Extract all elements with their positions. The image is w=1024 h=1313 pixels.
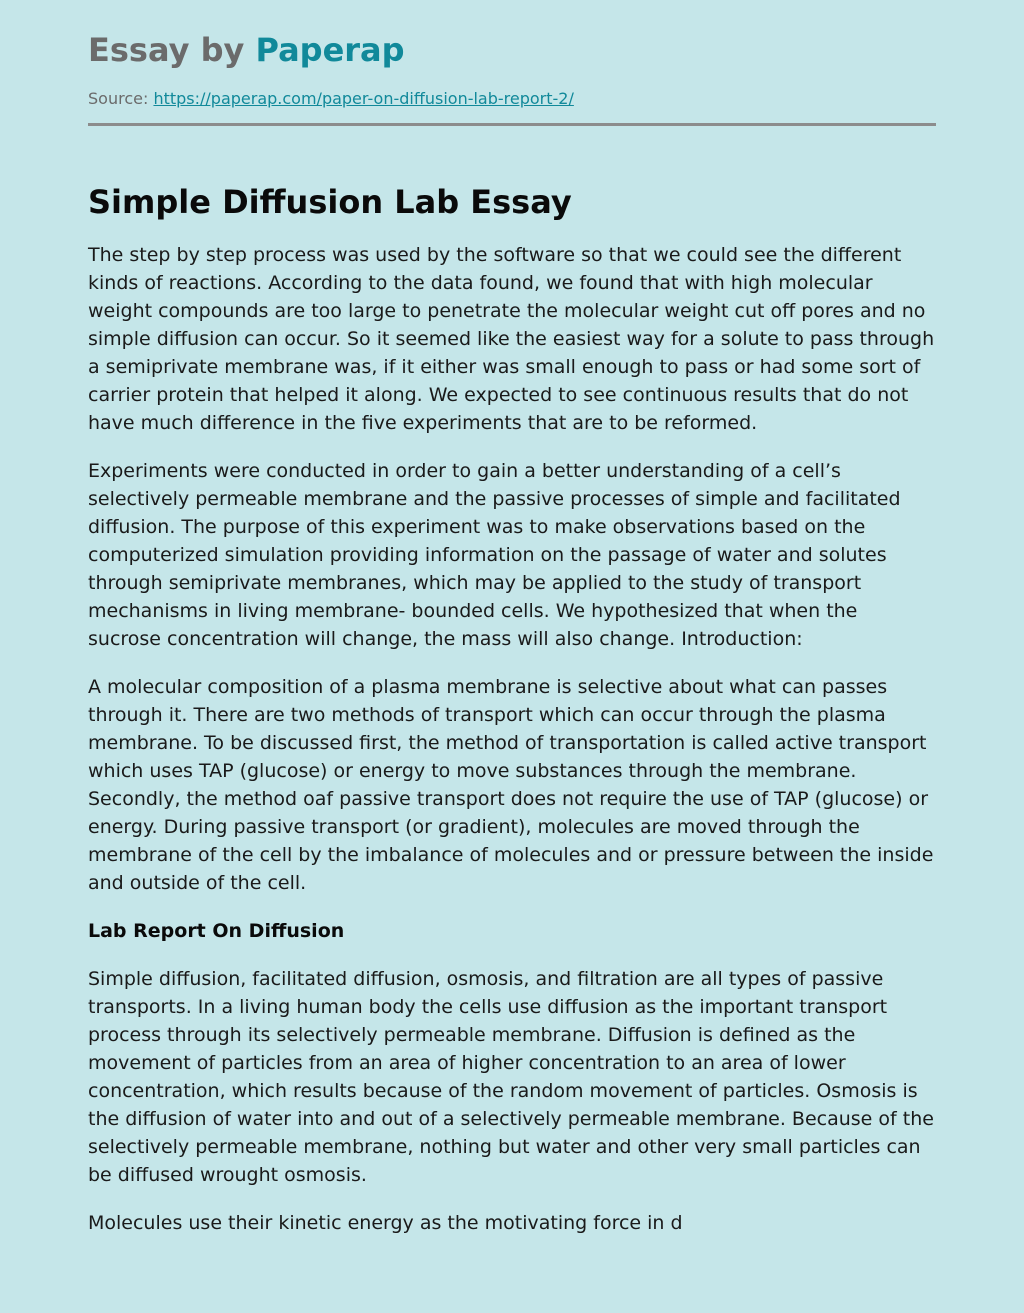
brand-name: Paperap xyxy=(255,31,405,69)
article-title: Simple Diffusion Lab Essay xyxy=(88,183,572,221)
source-link[interactable]: https://paperap.com/paper-on-diffusion-lab-report-2/ xyxy=(153,89,574,108)
header-divider xyxy=(88,123,936,126)
paragraph: The step by step process was used by the software so that we could see the different kinds of reactions. According to the data found, we found that with high molecular weight compounds are too large to penetrate the molecular weight cut off pores and no simple diffusion can occur. So it seemed like the easiest way for a solute to pass through a semiprivate membrane was, if it either was small enough to pass or had some sort of carrier protein that helped it along. We expected to see continuous results that do not have much difference in the five experiments that are to be reformed. xyxy=(88,244,935,434)
source-line xyxy=(88,89,574,109)
brand-prefix: Essay by xyxy=(88,31,256,69)
article-body xyxy=(88,241,936,1257)
section-heading: Lab Report On Diffusion xyxy=(88,920,345,942)
paragraph-truncated: Molecules use their kinetic energy as the motivating force in d xyxy=(88,1212,683,1234)
source-label: Source: xyxy=(88,89,149,108)
paragraph: A molecular composition of a plasma membrane is selective about what can passes through it. There are two methods of transport which can occur through the plasma membrane. To be discussed first, the method of transportation is called active transport which uses TAP (glucose) or energy to move substances through the membrane. Secondly, the method oaf passive transport does not require the use of TAP (glucose) or energy. During passive transport (or gradient), molecules are moved through the membrane of the cell by the imbalance of molecules and or pressure between the inside and outside of the cell. xyxy=(88,676,934,894)
site-brand[interactable] xyxy=(88,30,405,70)
paragraph: Simple diffusion, facilitated diffusion, osmosis, and filtration are all types of passive transports. In a living human body the cells use diffusion as the important transport process through its selectively permeable membrane. Diffusion is defined as the movement of particles from an area of higher concentration to an area of lower concentration, which results because of the random movement of particles. Osmosis is the diffusion of water into and out of a selectively permeable membrane. Because of the selectively permeable membrane, nothing but water and other very small particles can be diffused wrought osmosis. xyxy=(88,968,934,1186)
paragraph: Experiments were conducted in order to gain a better understanding of a cell’s selectively permeable membrane and the passive processes of simple and facilitated diffusion. The purpose of this experiment was to make observations based on the computerized simulation providing information on the passage of water and solutes through semiprivate membranes, which may be applied to the study of transport mechanisms in living membrane- bounded cells. We hypothesized that when the sucrose concentration will change, the mass will also change. Introduction: xyxy=(88,460,901,650)
